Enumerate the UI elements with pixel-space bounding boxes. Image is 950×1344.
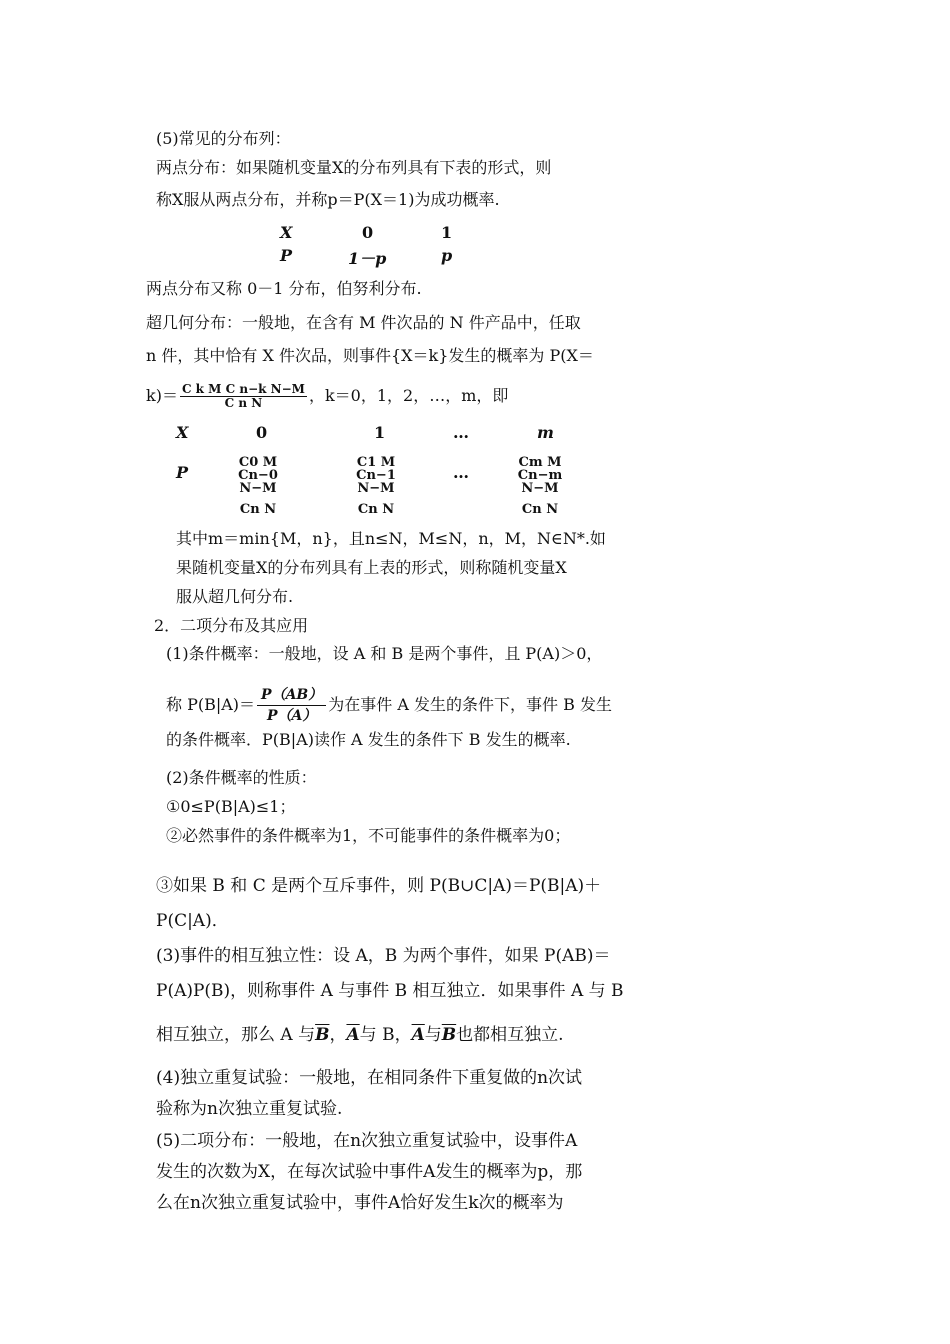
complement-a: $\overline{A}$ — [411, 1025, 425, 1045]
combination-numerator: C0 M Cn−0 N−M — [238, 455, 278, 496]
fraction-numerator: C k M C n−k N−M — [181, 382, 305, 396]
text-span: 为在事件 A 发生的条件下，事件 B 发生 — [328, 695, 612, 714]
combination-denominator: Cn N — [357, 502, 395, 517]
complement-b: $\overline{B}$ — [441, 1025, 457, 1045]
text-line: 么在n次独立重复试验中，事件A恰好发生k次的概率为 — [156, 1193, 564, 1213]
hypergeometric-formula-line — [146, 383, 508, 410]
section-heading: 2．二项分布及其应用 — [154, 616, 309, 635]
fraction-numerator: P（AB） — [257, 685, 326, 706]
table-cell: m — [537, 423, 554, 442]
text-line: (5)二项分布：一般地，在n次独立重复试验中，设事件A — [156, 1131, 578, 1151]
text-line: 服从超几何分布. — [176, 587, 294, 606]
text-line: 果随机变量X的分布列具有上表的形式，则称随机变量X — [176, 558, 567, 577]
text-line: (4)独立重复试验：一般地，在相同条件下重复做的n次试 — [156, 1068, 583, 1088]
combination-numerator: Cm M Cn−m N−M — [517, 455, 563, 496]
text-line: ②必然事件的条件概率为1，不可能事件的条件概率为0； — [166, 826, 571, 845]
table-cell: P — [280, 246, 293, 265]
text-span: 相互独立，那么 A 与 — [156, 1025, 316, 1045]
text-line: ③如果 B 和 C 是两个互斥事件，则 P(B∪C|A)＝P(B|A)＋ — [156, 876, 602, 896]
combination-denominator: Cn N — [239, 502, 277, 517]
text-line: (3)事件的相互独立性：设 A，B 为两个事件，如果 P(AB)＝ — [156, 946, 611, 966]
text-line: P(A)P(B)，则称事件 A 与事件 B 相互独立．如果事件 A 与 B — [156, 981, 624, 1001]
text-span: ， — [329, 1025, 347, 1045]
text-span: ，k＝0，1，2，…，m，即 — [308, 386, 509, 405]
text-line: 的条件概率．P(B|A)读作 A 发生的条件下 B 发生的概率. — [166, 730, 571, 749]
text-span: k)＝ — [146, 386, 178, 405]
text-span: 与 — [424, 1025, 442, 1045]
table-cell: P — [176, 463, 189, 482]
table-cell: 1－p — [348, 249, 387, 268]
table-cell: 0 — [362, 223, 374, 242]
text-line: 超几何分布：一般地，在含有 M 件次品的 N 件产品中，任取 — [146, 313, 581, 332]
text-line: n 件，其中恰有 X 件次品，则事件{X＝k}发生的概率为 P(X＝ — [146, 346, 594, 365]
table-cell: 1 — [441, 223, 453, 242]
combination-denominator: Cn N — [521, 502, 559, 517]
text-line: 其中m＝min{M，n}，且n≤N，M≤N，n，M，N∈N*.如 — [176, 529, 606, 548]
table-cell: p — [441, 246, 453, 265]
table-cell: X — [280, 223, 293, 242]
text-span: 也都相互独立. — [456, 1025, 564, 1045]
text-span: 称 P(B|A)＝ — [166, 695, 256, 714]
table-cell: … — [453, 423, 469, 442]
table-cell: X — [176, 423, 189, 442]
text-span: 与 B， — [359, 1025, 412, 1045]
text-line: ①0≤P(B|A)≤1； — [166, 797, 296, 816]
table-cell: … — [453, 463, 469, 482]
text-line: 发生的次数为X，在每次试验中事件A发生的概率为p，那 — [156, 1162, 583, 1182]
table-cell: 0 — [256, 423, 268, 442]
fraction-denominator: C n N — [224, 396, 263, 410]
text-line: 称X服从两点分布，并称p＝P(X＝1)为成功概率. — [156, 190, 500, 209]
fraction-denominator: P（A） — [266, 708, 317, 724]
text-line: 验称为n次独立重复试验. — [156, 1099, 343, 1119]
text-line: 两点分布又称 0－1 分布，伯努利分布. — [146, 279, 422, 298]
text-line: (1)条件概率：一般地，设 A 和 B 是两个事件，且 P(A)＞0， — [166, 644, 603, 663]
independence-line — [156, 1024, 564, 1046]
conditional-probability-line — [166, 685, 612, 726]
hypergeometric-fraction — [180, 383, 307, 410]
combination-numerator: C1 M Cn−1 N−M — [356, 455, 396, 496]
complement-b: $\overline{B}$ — [315, 1025, 330, 1045]
table-cell: 1 — [374, 423, 386, 442]
text-line: 两点分布：如果随机变量X的分布列具有下表的形式，则 — [156, 158, 552, 177]
conditional-fraction — [257, 685, 326, 726]
combination-cell — [222, 456, 294, 516]
text-line: (2)条件概率的性质： — [166, 768, 317, 787]
text-line: P(C|A)． — [156, 911, 229, 931]
complement-a: $\overline{A}$ — [346, 1025, 360, 1045]
heading-common-distributions: (5)常见的分布列： — [156, 129, 291, 148]
combination-cell — [340, 456, 412, 516]
combination-cell — [502, 456, 578, 516]
